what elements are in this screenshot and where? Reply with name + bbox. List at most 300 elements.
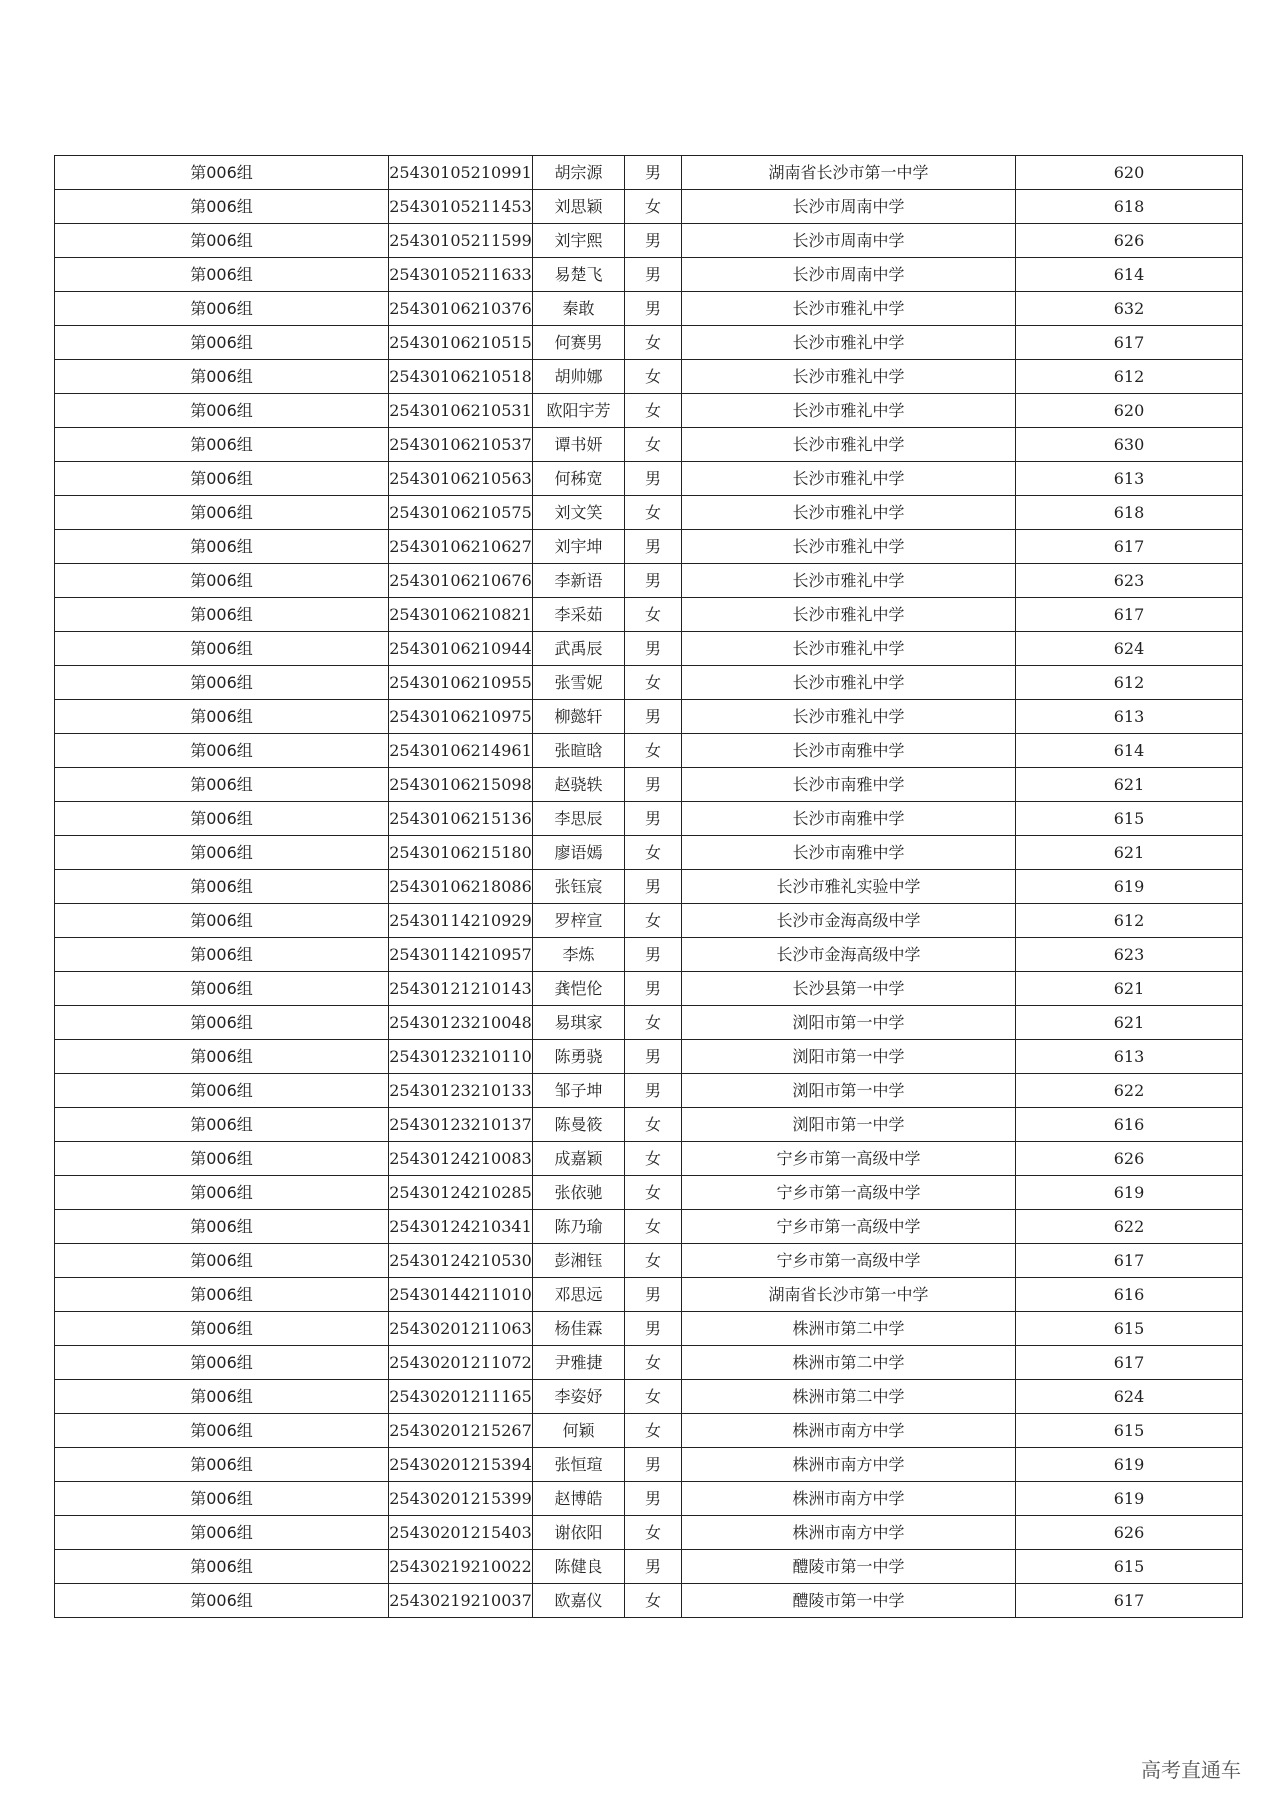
table-row (55, 836, 1243, 870)
table-row (55, 734, 1243, 768)
exam-id-cell: 25430124210530 (389, 1244, 533, 1278)
group-cell: 第006组 (55, 1448, 389, 1482)
name-cell: 成嘉颖 (533, 1142, 625, 1176)
exam-id-cell: 25430124210341 (389, 1210, 533, 1244)
group-cell: 第006组 (55, 938, 389, 972)
group-cell: 第006组 (55, 768, 389, 802)
exam-id-cell: 25430106210955 (389, 666, 533, 700)
score-cell: 621 (1016, 1006, 1243, 1040)
exam-id-cell: 25430105211599 (389, 224, 533, 258)
school-cell: 长沙市雅礼中学 (682, 428, 1016, 462)
table-row (55, 1584, 1243, 1618)
exam-id-cell: 25430201215403 (389, 1516, 533, 1550)
school-cell: 长沙市雅礼中学 (682, 564, 1016, 598)
school-cell: 浏阳市第一中学 (682, 1074, 1016, 1108)
exam-id-cell: 25430106210821 (389, 598, 533, 632)
exam-id-cell: 25430106210376 (389, 292, 533, 326)
group-cell: 第006组 (55, 496, 389, 530)
group-cell: 第006组 (55, 734, 389, 768)
gender-cell: 女 (625, 836, 682, 870)
group-cell: 第006组 (55, 1414, 389, 1448)
gender-cell: 男 (625, 1482, 682, 1516)
score-cell: 624 (1016, 1380, 1243, 1414)
score-cell: 614 (1016, 258, 1243, 292)
exam-id-cell: 25430201215394 (389, 1448, 533, 1482)
name-cell: 廖语嫣 (533, 836, 625, 870)
score-cell: 615 (1016, 1312, 1243, 1346)
name-cell: 张恒瑄 (533, 1448, 625, 1482)
school-cell: 长沙市雅礼中学 (682, 360, 1016, 394)
gender-cell: 男 (625, 1074, 682, 1108)
group-cell: 第006组 (55, 360, 389, 394)
score-cell: 624 (1016, 632, 1243, 666)
group-cell: 第006组 (55, 462, 389, 496)
name-cell: 胡宗源 (533, 156, 625, 190)
school-cell: 长沙市雅礼中学 (682, 496, 1016, 530)
score-cell: 612 (1016, 360, 1243, 394)
table-row (55, 768, 1243, 802)
score-cell: 621 (1016, 972, 1243, 1006)
gender-cell: 女 (625, 1516, 682, 1550)
school-cell: 长沙市雅礼中学 (682, 326, 1016, 360)
gender-cell: 女 (625, 496, 682, 530)
table-row (55, 1040, 1243, 1074)
group-cell: 第006组 (55, 870, 389, 904)
school-cell: 长沙市周南中学 (682, 258, 1016, 292)
group-cell: 第006组 (55, 1516, 389, 1550)
gender-cell: 男 (625, 632, 682, 666)
group-cell: 第006组 (55, 1074, 389, 1108)
group-cell: 第006组 (55, 802, 389, 836)
group-cell: 第006组 (55, 428, 389, 462)
name-cell: 刘文笑 (533, 496, 625, 530)
table-row (55, 1448, 1243, 1482)
table-row (55, 870, 1243, 904)
score-cell: 615 (1016, 802, 1243, 836)
exam-id-cell: 25430123210110 (389, 1040, 533, 1074)
group-cell: 第006组 (55, 1312, 389, 1346)
score-cell: 617 (1016, 598, 1243, 632)
table-row (55, 326, 1243, 360)
score-cell: 626 (1016, 224, 1243, 258)
school-cell: 株洲市南方中学 (682, 1448, 1016, 1482)
school-cell: 醴陵市第一中学 (682, 1550, 1016, 1584)
exam-id-cell: 25430106215136 (389, 802, 533, 836)
score-cell: 612 (1016, 904, 1243, 938)
score-cell: 614 (1016, 734, 1243, 768)
group-cell: 第006组 (55, 632, 389, 666)
school-cell: 长沙市南雅中学 (682, 734, 1016, 768)
table-row (55, 1482, 1243, 1516)
gender-cell: 男 (625, 1312, 682, 1346)
group-cell: 第006组 (55, 530, 389, 564)
exam-id-cell: 25430124210083 (389, 1142, 533, 1176)
score-cell: 620 (1016, 394, 1243, 428)
gender-cell: 男 (625, 1550, 682, 1584)
school-cell: 株洲市南方中学 (682, 1482, 1016, 1516)
score-cell: 617 (1016, 1244, 1243, 1278)
score-cell: 632 (1016, 292, 1243, 326)
exam-id-cell: 25430106215098 (389, 768, 533, 802)
table-row (55, 394, 1243, 428)
table-row (55, 632, 1243, 666)
name-cell: 何颖 (533, 1414, 625, 1448)
group-cell: 第006组 (55, 666, 389, 700)
name-cell: 李采茹 (533, 598, 625, 632)
group-cell: 第006组 (55, 1346, 389, 1380)
name-cell: 胡帅娜 (533, 360, 625, 394)
exam-id-cell: 25430201211072 (389, 1346, 533, 1380)
score-cell: 630 (1016, 428, 1243, 462)
name-cell: 欧嘉仪 (533, 1584, 625, 1618)
exam-id-cell: 25430105211633 (389, 258, 533, 292)
group-cell: 第006组 (55, 598, 389, 632)
group-cell: 第006组 (55, 1380, 389, 1414)
school-cell: 长沙市雅礼中学 (682, 462, 1016, 496)
gender-cell: 男 (625, 802, 682, 836)
exam-id-cell: 25430105210991 (389, 156, 533, 190)
school-cell: 株洲市第二中学 (682, 1380, 1016, 1414)
score-cell: 613 (1016, 700, 1243, 734)
exam-id-cell: 25430106210563 (389, 462, 533, 496)
group-cell: 第006组 (55, 564, 389, 598)
name-cell: 李炼 (533, 938, 625, 972)
gender-cell: 女 (625, 190, 682, 224)
gender-cell: 女 (625, 326, 682, 360)
gender-cell: 女 (625, 360, 682, 394)
school-cell: 长沙县第一中学 (682, 972, 1016, 1006)
name-cell: 罗梓宣 (533, 904, 625, 938)
group-cell: 第006组 (55, 836, 389, 870)
exam-id-cell: 25430106210627 (389, 530, 533, 564)
school-cell: 湖南省长沙市第一中学 (682, 1278, 1016, 1312)
table-row (55, 1074, 1243, 1108)
gender-cell: 女 (625, 394, 682, 428)
name-cell: 谭书妍 (533, 428, 625, 462)
group-cell: 第006组 (55, 258, 389, 292)
group-cell: 第006组 (55, 394, 389, 428)
name-cell: 李新语 (533, 564, 625, 598)
group-cell: 第006组 (55, 1210, 389, 1244)
group-cell: 第006组 (55, 904, 389, 938)
gender-cell: 男 (625, 938, 682, 972)
exam-id-cell: 25430106210537 (389, 428, 533, 462)
score-cell: 613 (1016, 462, 1243, 496)
name-cell: 陈健良 (533, 1550, 625, 1584)
exam-id-cell: 25430105211453 (389, 190, 533, 224)
table-row (55, 530, 1243, 564)
school-cell: 长沙市周南中学 (682, 224, 1016, 258)
table-row (55, 224, 1243, 258)
school-cell: 长沙市南雅中学 (682, 802, 1016, 836)
school-cell: 株洲市南方中学 (682, 1414, 1016, 1448)
table-row (55, 598, 1243, 632)
name-cell: 邓思远 (533, 1278, 625, 1312)
school-cell: 株洲市南方中学 (682, 1516, 1016, 1550)
name-cell: 赵骁轶 (533, 768, 625, 802)
name-cell: 欧阳宇芳 (533, 394, 625, 428)
name-cell: 李思辰 (533, 802, 625, 836)
exam-id-cell: 25430106210676 (389, 564, 533, 598)
table-row (55, 190, 1243, 224)
score-cell: 615 (1016, 1414, 1243, 1448)
school-cell: 长沙市雅礼中学 (682, 394, 1016, 428)
table-row (55, 1312, 1243, 1346)
gender-cell: 男 (625, 870, 682, 904)
school-cell: 长沙市金海高级中学 (682, 904, 1016, 938)
score-cell: 619 (1016, 870, 1243, 904)
school-cell: 长沙市南雅中学 (682, 768, 1016, 802)
school-cell: 长沙市雅礼中学 (682, 598, 1016, 632)
score-cell: 616 (1016, 1108, 1243, 1142)
exam-id-cell: 25430106210575 (389, 496, 533, 530)
gender-cell: 男 (625, 530, 682, 564)
exam-id-cell: 25430106214961 (389, 734, 533, 768)
gender-cell: 男 (625, 1448, 682, 1482)
group-cell: 第006组 (55, 1108, 389, 1142)
school-cell: 醴陵市第一中学 (682, 1584, 1016, 1618)
name-cell: 彭湘钰 (533, 1244, 625, 1278)
school-cell: 长沙市雅礼中学 (682, 292, 1016, 326)
table-row (55, 360, 1243, 394)
gender-cell: 女 (625, 1006, 682, 1040)
gender-cell: 男 (625, 1278, 682, 1312)
table-row (55, 564, 1243, 598)
gender-cell: 女 (625, 904, 682, 938)
name-cell: 杨佳霖 (533, 1312, 625, 1346)
table-row (55, 428, 1243, 462)
group-cell: 第006组 (55, 972, 389, 1006)
gender-cell: 男 (625, 224, 682, 258)
score-cell: 618 (1016, 496, 1243, 530)
exam-id-cell: 25430201211165 (389, 1380, 533, 1414)
name-cell: 张雪妮 (533, 666, 625, 700)
score-cell: 622 (1016, 1210, 1243, 1244)
score-cell: 623 (1016, 564, 1243, 598)
score-cell: 626 (1016, 1516, 1243, 1550)
name-cell: 陈勇骁 (533, 1040, 625, 1074)
watermark: 高考直通车 (1141, 1758, 1241, 1782)
group-cell: 第006组 (55, 156, 389, 190)
exam-id-cell: 25430201215267 (389, 1414, 533, 1448)
table-row (55, 1516, 1243, 1550)
school-cell: 长沙市雅礼中学 (682, 632, 1016, 666)
table-row (55, 1380, 1243, 1414)
table-row (55, 1210, 1243, 1244)
name-cell: 龚恺伦 (533, 972, 625, 1006)
group-cell: 第006组 (55, 326, 389, 360)
name-cell: 武禹辰 (533, 632, 625, 666)
table-row (55, 1414, 1243, 1448)
exam-id-cell: 25430106210975 (389, 700, 533, 734)
table-row (55, 292, 1243, 326)
exam-id-cell: 25430219210022 (389, 1550, 533, 1584)
exam-id-cell: 25430144211010 (389, 1278, 533, 1312)
gender-cell: 男 (625, 462, 682, 496)
score-cell: 619 (1016, 1448, 1243, 1482)
exam-id-cell: 25430106215180 (389, 836, 533, 870)
table-row (55, 666, 1243, 700)
name-cell: 谢依阳 (533, 1516, 625, 1550)
score-cell: 619 (1016, 1482, 1243, 1516)
name-cell: 刘宇坤 (533, 530, 625, 564)
school-cell: 长沙市周南中学 (682, 190, 1016, 224)
group-cell: 第006组 (55, 1584, 389, 1618)
gender-cell: 女 (625, 1414, 682, 1448)
table-row (55, 1176, 1243, 1210)
score-cell: 617 (1016, 326, 1243, 360)
group-cell: 第006组 (55, 1244, 389, 1278)
school-cell: 长沙市雅礼中学 (682, 700, 1016, 734)
name-cell: 李姿妤 (533, 1380, 625, 1414)
name-cell: 刘思颖 (533, 190, 625, 224)
table-row (55, 1142, 1243, 1176)
name-cell: 刘宇熙 (533, 224, 625, 258)
score-table (54, 155, 1243, 1618)
score-cell: 618 (1016, 190, 1243, 224)
score-cell: 620 (1016, 156, 1243, 190)
name-cell: 邹子坤 (533, 1074, 625, 1108)
school-cell: 长沙市雅礼实验中学 (682, 870, 1016, 904)
gender-cell: 女 (625, 1142, 682, 1176)
gender-cell: 男 (625, 768, 682, 802)
table-row (55, 1244, 1243, 1278)
table-row (55, 904, 1243, 938)
gender-cell: 女 (625, 1380, 682, 1414)
name-cell: 何秭宽 (533, 462, 625, 496)
gender-cell: 男 (625, 292, 682, 326)
table-row (55, 462, 1243, 496)
name-cell: 柳懿轩 (533, 700, 625, 734)
name-cell: 陈乃瑜 (533, 1210, 625, 1244)
table-row (55, 1108, 1243, 1142)
gender-cell: 女 (625, 1210, 682, 1244)
gender-cell: 女 (625, 1244, 682, 1278)
name-cell: 陈曼筱 (533, 1108, 625, 1142)
gender-cell: 男 (625, 700, 682, 734)
exam-id-cell: 25430123210137 (389, 1108, 533, 1142)
exam-id-cell: 25430106210518 (389, 360, 533, 394)
school-cell: 浏阳市第一中学 (682, 1006, 1016, 1040)
score-cell: 617 (1016, 530, 1243, 564)
score-cell: 613 (1016, 1040, 1243, 1074)
name-cell: 何赛男 (533, 326, 625, 360)
table-row (55, 1346, 1243, 1380)
name-cell: 赵博皓 (533, 1482, 625, 1516)
school-cell: 浏阳市第一中学 (682, 1108, 1016, 1142)
gender-cell: 女 (625, 666, 682, 700)
name-cell: 易楚飞 (533, 258, 625, 292)
exam-id-cell: 25430121210143 (389, 972, 533, 1006)
school-cell: 浏阳市第一中学 (682, 1040, 1016, 1074)
table-row (55, 156, 1243, 190)
score-cell: 622 (1016, 1074, 1243, 1108)
school-cell: 长沙市雅礼中学 (682, 530, 1016, 564)
table-row (55, 700, 1243, 734)
gender-cell: 女 (625, 1584, 682, 1618)
group-cell: 第006组 (55, 1550, 389, 1584)
score-cell: 612 (1016, 666, 1243, 700)
school-cell: 宁乡市第一高级中学 (682, 1142, 1016, 1176)
exam-id-cell: 25430123210048 (389, 1006, 533, 1040)
table-row (55, 938, 1243, 972)
school-cell: 株洲市第二中学 (682, 1346, 1016, 1380)
gender-cell: 男 (625, 258, 682, 292)
name-cell: 秦敢 (533, 292, 625, 326)
name-cell: 尹雅捷 (533, 1346, 625, 1380)
group-cell: 第006组 (55, 700, 389, 734)
score-cell: 617 (1016, 1346, 1243, 1380)
score-cell: 619 (1016, 1176, 1243, 1210)
exam-id-cell: 25430106218086 (389, 870, 533, 904)
exam-id-cell: 25430123210133 (389, 1074, 533, 1108)
name-cell: 张暄晗 (533, 734, 625, 768)
group-cell: 第006组 (55, 190, 389, 224)
table-row (55, 1550, 1243, 1584)
exam-id-cell: 25430114210957 (389, 938, 533, 972)
gender-cell: 男 (625, 564, 682, 598)
name-cell: 张钰宸 (533, 870, 625, 904)
score-cell: 616 (1016, 1278, 1243, 1312)
name-cell: 张依驰 (533, 1176, 625, 1210)
exam-id-cell: 25430124210285 (389, 1176, 533, 1210)
table-row (55, 1006, 1243, 1040)
score-cell: 621 (1016, 768, 1243, 802)
table-row (55, 496, 1243, 530)
gender-cell: 女 (625, 598, 682, 632)
exam-id-cell: 25430106210944 (389, 632, 533, 666)
exam-id-cell: 25430106210515 (389, 326, 533, 360)
exam-id-cell: 25430201211063 (389, 1312, 533, 1346)
group-cell: 第006组 (55, 1482, 389, 1516)
score-cell: 617 (1016, 1584, 1243, 1618)
gender-cell: 女 (625, 734, 682, 768)
score-cell: 626 (1016, 1142, 1243, 1176)
exam-id-cell: 25430106210531 (389, 394, 533, 428)
table-row (55, 258, 1243, 292)
school-cell: 长沙市金海高级中学 (682, 938, 1016, 972)
school-cell: 宁乡市第一高级中学 (682, 1176, 1016, 1210)
gender-cell: 女 (625, 1346, 682, 1380)
table-row (55, 972, 1243, 1006)
score-cell: 623 (1016, 938, 1243, 972)
school-cell: 长沙市雅礼中学 (682, 666, 1016, 700)
exam-id-cell: 25430201215399 (389, 1482, 533, 1516)
gender-cell: 女 (625, 428, 682, 462)
group-cell: 第006组 (55, 1142, 389, 1176)
exam-id-cell: 25430114210929 (389, 904, 533, 938)
exam-id-cell: 25430219210037 (389, 1584, 533, 1618)
group-cell: 第006组 (55, 1006, 389, 1040)
gender-cell: 男 (625, 1040, 682, 1074)
school-cell: 长沙市南雅中学 (682, 836, 1016, 870)
group-cell: 第006组 (55, 1040, 389, 1074)
group-cell: 第006组 (55, 1176, 389, 1210)
score-cell: 615 (1016, 1550, 1243, 1584)
group-cell: 第006组 (55, 1278, 389, 1312)
table-row (55, 802, 1243, 836)
school-cell: 宁乡市第一高级中学 (682, 1210, 1016, 1244)
gender-cell: 男 (625, 156, 682, 190)
school-cell: 株洲市第二中学 (682, 1312, 1016, 1346)
group-cell: 第006组 (55, 292, 389, 326)
group-cell: 第006组 (55, 224, 389, 258)
school-cell: 宁乡市第一高级中学 (682, 1244, 1016, 1278)
school-cell: 湖南省长沙市第一中学 (682, 156, 1016, 190)
gender-cell: 女 (625, 1176, 682, 1210)
gender-cell: 女 (625, 1108, 682, 1142)
score-cell: 621 (1016, 836, 1243, 870)
